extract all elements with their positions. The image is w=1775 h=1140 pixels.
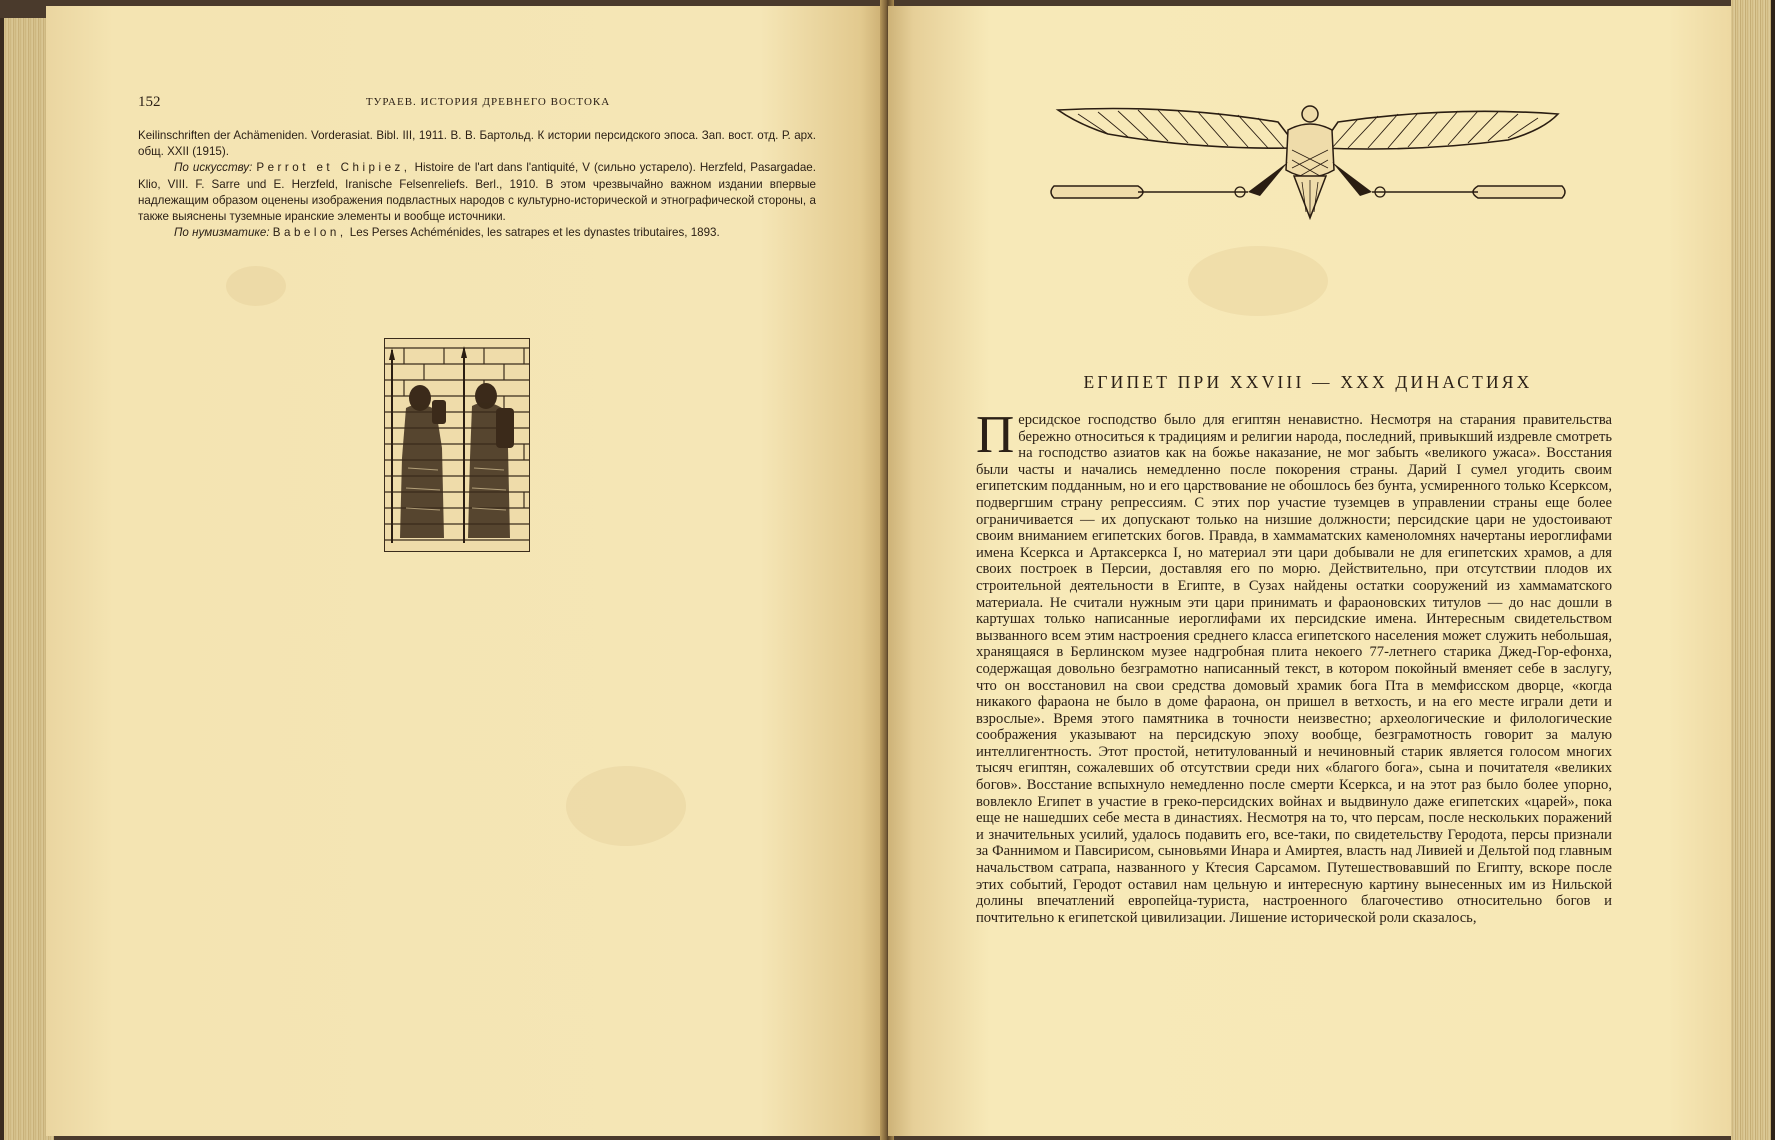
body-paragraph: ерсидское господство было для египтян ненавистно. Несмотря на старания правительства бережно относиться к традициям и религии народа, последний, привыкший издревле смотреть на господство азиатов как на божье наказание, не мог забыть «великого ужаса». Восстания были часты и начались немедленно после покорения страны. Дарий I сумел угодить своим египетским подданным, но и его царствование не обошлось без бунта, усмиренного только Ксерксом, подвергшим страну репрессиям. С этих пор участие туземцев в управлении страны еще более ограничивается — их допускают только на низшие должности; персидские цари не удостоивают своим вниманием египетских богов. Правда, в хаммаматских каменоломнях начертаны иероглифами имена Ксеркса и Артаксеркса I, но материал эти цари добывали не для египетских храмов, а для своих построек в Персии, доставляя его по морю. Действительно, при отсутствии плодов их строительной деятельности в Египте, в Сузах найдены остатки сооружений из хаммаматского материала. Не считали нужным эти цари принимать и фараоновских титулов — до нас дошли в картушах только написанные иероглифами их персидские имена. Интересным свидетельством вызванного всем этим настроения среднего класса египетского населения может служить небольшая, хранящаяся в Берлинском музее надгробная плита некоего 77-летнего старика Джед-Гор-ефонха, содержащая довольно безграмотно написанный текст, в котором покойный вменяет себе в заслугу, что он восстановил на свои средства домовый храмик бога Пта в мемфисском дворце, «когда никакого фараона не было в доме фараона, он пришел в ветхость, и на его месте играли дети и взрослые». Время этого памятника в точности неизвестно; археологические и филологические соображения указывают на персидскую эпоху вообще, безграмотность говорит за малую интеллигентность. Этот простой, нетитулованный и нечиновный старик является голосом многих тысяч египтян, сожалевших об отсутствии среди них «благого бога», сына и почитателя «великих богов». Восстание вспыхнуло немедленно после смерти Ксеркса, и на этот раз было более упорно, вовлекло Египет в участие в греко-персидских войнах и выдвинуло даже египетских «царей», пока еще не нашедших себе места в династиях. Несмотря на то, что персам, после нескольких поражений и значительных усилий, удалось подавить его, все-таки, по свидетельству Геродота, персы признали за Фаннимом и Павсирисом, сыновьями Инара и Амиртея, власть над Ливией и Дельтой под главным начальством сатрапа, названного у Ктесия Сарсамом. Путешествовавший по Египту, вскоре после этих событий, Геродот оставил нам цельную и интересную картину вынесенных им из Нильской долины впечатлений европейца-туриста, настроенного благочестиво относительно богов и почтительно к египетской цивилизации. Лишение исторической роли сказалось,	[976, 412, 1612, 926]
biblio-text: Les Perses Achéménides, les satrapes et les dynastes tributaires, 1893.	[349, 226, 720, 240]
page-number: 152	[138, 94, 161, 110]
bibliography	[138, 128, 816, 241]
running-title: ТУРАЕВ. ИСТОРИЯ ДРЕВНЕГО ВОСТОКА	[365, 96, 611, 108]
winged-disk-vignette	[1048, 100, 1568, 224]
persian-guards-relief-image	[384, 338, 530, 552]
biblio-author: Babelon,	[272, 226, 347, 240]
biblio-label: По нумизматике:	[174, 226, 270, 240]
egyptian-vulture-ornament	[1048, 100, 1568, 224]
biblio-label: По искусству:	[174, 161, 253, 175]
biblio-paragraph-numismatics	[138, 225, 816, 241]
biblio-paragraph-art	[138, 160, 816, 225]
drop-cap: П	[976, 406, 1015, 464]
biblio-paragraph: Keilinschriften der Achämeniden. Vorderasiat. Bibl. III, 1911. В. В. Бартольд. К истории персидского эпоса. Зап. вост. отд. Р. арх. общ. XXII (1915).	[138, 129, 816, 159]
chapter-title: ЕГИПЕТ ПРИ XXVIII — XXX ДИНАСТИЯХ	[1083, 372, 1533, 392]
chapter-body	[976, 406, 1612, 926]
biblio-text: Histoire de l'art dans l'antiquité, V (сильно устарело). Herzfeld, Pasargadae. Klio, VIII. F. Sarre und E. Herzfeld, Iranische Felsenreliefs. Berl., 1910. В этом чрезвычайно важном издании впервые надлежащим образом оценены изображения подвластных народов с культурно-исторической и этнографической стороны, а также выяснены туземные иранские элементы и вообще источники.	[138, 161, 816, 224]
running-head	[138, 94, 838, 114]
biblio-author: Perrot et Chipiez,	[256, 161, 411, 175]
relief-illustration	[384, 338, 530, 552]
right-page-edges	[1731, 0, 1775, 1140]
